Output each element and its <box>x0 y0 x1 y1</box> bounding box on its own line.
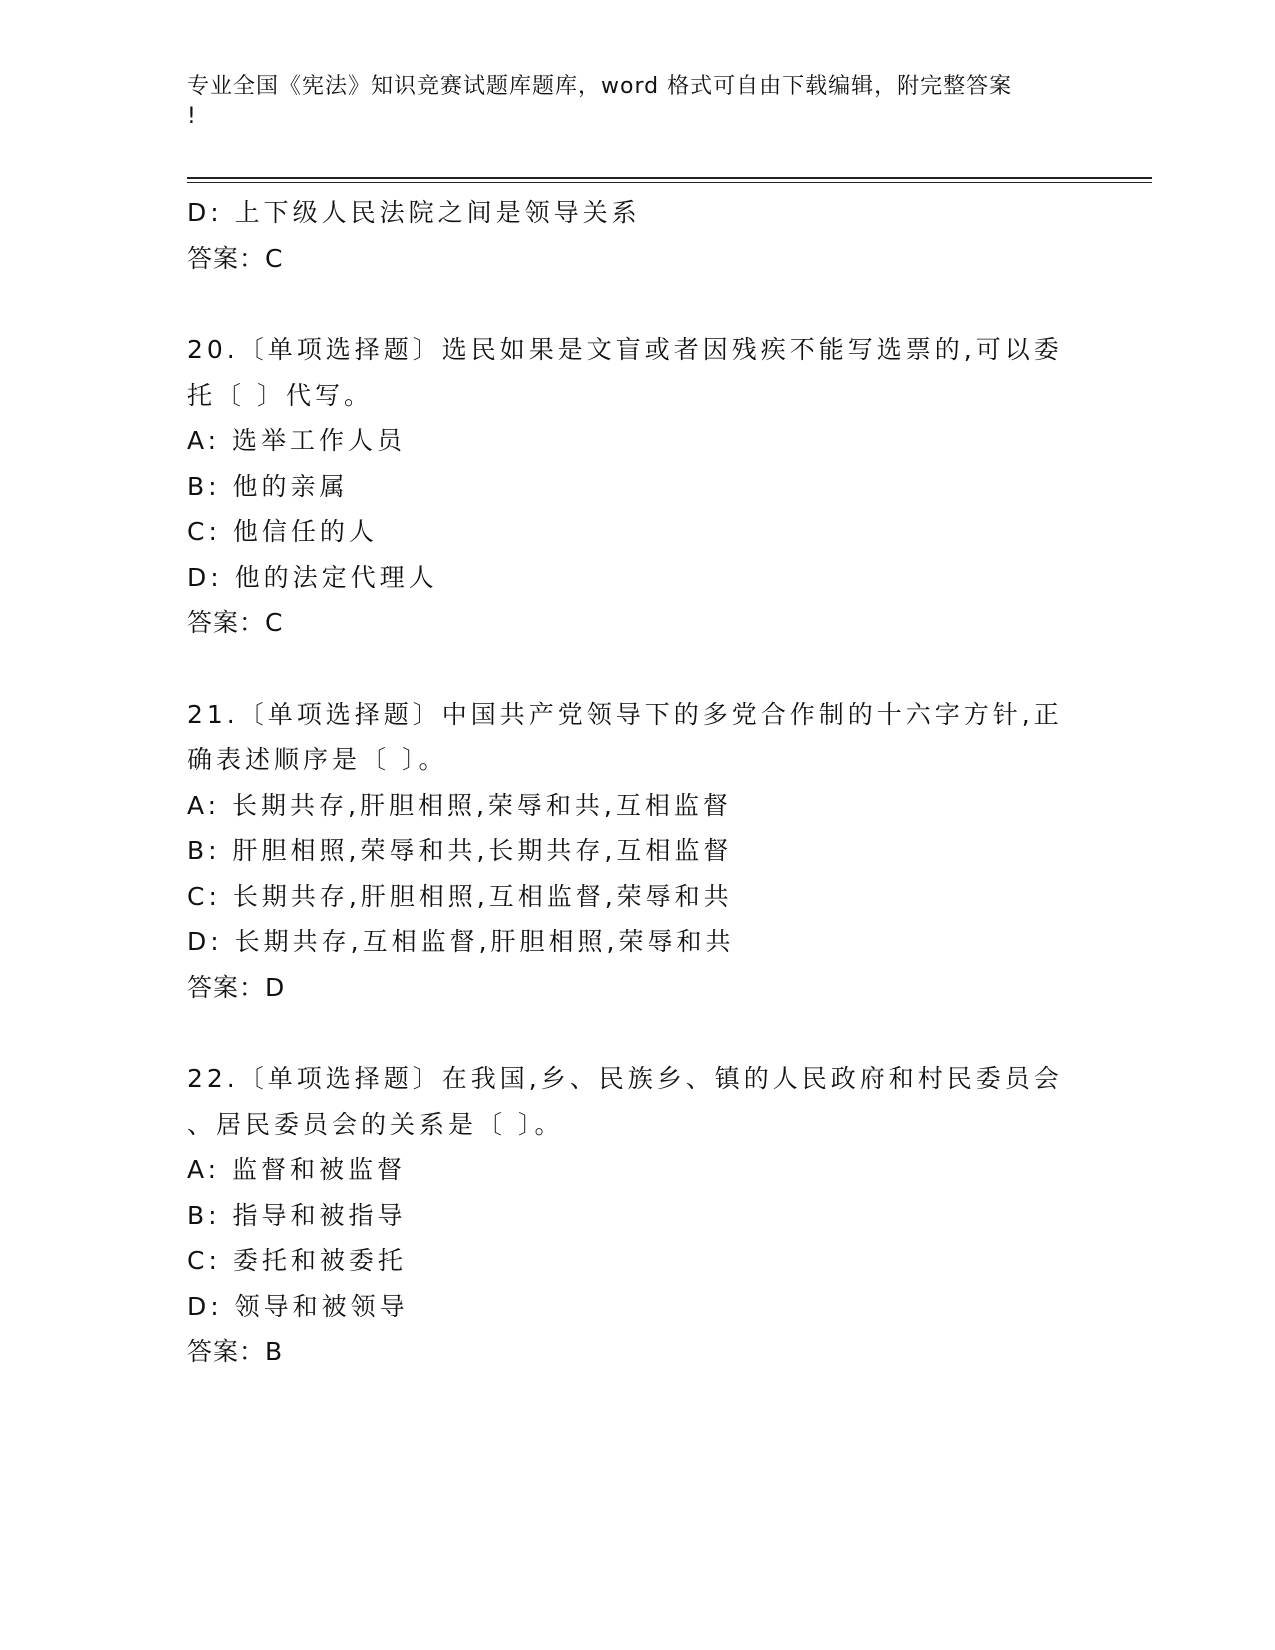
option-a: A: 长期共存,肝胆相照,荣辱和共,互相监督 <box>187 790 732 820</box>
page-header <box>187 72 1067 132</box>
option-b: B: 肝胆相照,荣辱和共,长期共存,互相监督 <box>187 836 733 865</box>
answer-line: 答案：B <box>187 1337 284 1366</box>
option-d: D: 上下级人民法院之间是领导关系 <box>187 198 641 227</box>
option-a: A: 监督和被监督 <box>187 1155 407 1184</box>
answer-line: 答案：C <box>187 243 284 273</box>
header-rule-thin <box>187 182 1152 183</box>
option-c: C: 他信任的人 <box>187 517 378 546</box>
question-stem: 21.〔单项选择题〕中国共产党领导下的多党合作制的十六字方针,正 <box>187 699 1063 729</box>
question-list <box>187 190 1087 1375</box>
option-b: B: 指导和被指导 <box>187 1200 407 1230</box>
header-rule-thick <box>187 177 1152 179</box>
option-d: D: 领导和被领导 <box>187 1291 409 1321</box>
question-stem-continued: 、居民委员会的关系是〔 〕。 <box>187 1109 564 1139</box>
header-line-1: 专业全国《宪法》知识竞赛试题库题库，word 格式可自由下载编辑，附完整答案 <box>187 74 1013 99</box>
question-stem: 22.〔单项选择题〕在我国,乡、民族乡、镇的人民政府和村民委员会 <box>187 1064 1063 1093</box>
option-c: C: 委托和被委托 <box>187 1246 407 1275</box>
question-stem: 20.〔单项选择题〕选民如果是文盲或者因残疾不能写选票的,可以委 <box>187 335 1063 364</box>
question-21 <box>187 692 1087 1011</box>
question-22 <box>187 1056 1087 1375</box>
answer-line: 答案：C <box>187 608 284 637</box>
question-stem-continued: 确表述顺序是〔 〕。 <box>187 745 448 774</box>
header-line-2: ! <box>187 104 197 129</box>
option-c: C: 长期共存,肝胆相照,互相监督,荣辱和共 <box>187 881 733 911</box>
question-20 <box>187 327 1087 646</box>
question-stem-continued: 托〔 〕代写。 <box>187 380 373 410</box>
previous-question-tail <box>187 190 1087 281</box>
option-b: B: 他的亲属 <box>187 471 349 501</box>
option-d: D: 他的法定代理人 <box>187 562 438 592</box>
option-d: D: 长期共存,互相监督,肝胆相照,荣辱和共 <box>187 927 735 956</box>
option-a: A: 选举工作人员 <box>187 426 407 455</box>
answer-line: 答案：D <box>187 972 286 1002</box>
